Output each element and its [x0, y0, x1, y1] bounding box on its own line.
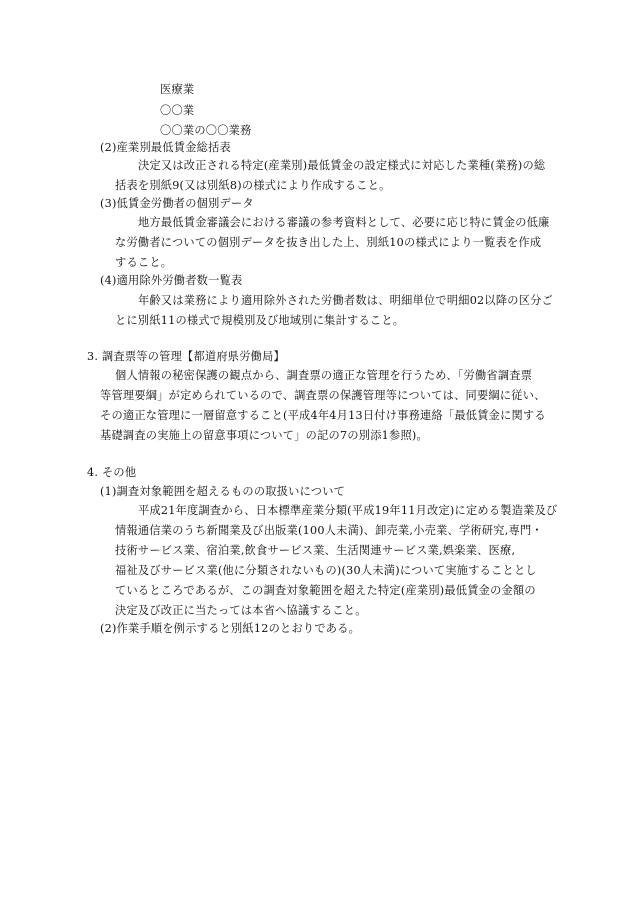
subsection-heading: (4)適用除外労働者数一覧表: [100, 274, 243, 287]
subsection-heading: (3)低賃金労働者の個別データ: [100, 197, 254, 210]
paragraph-line: な労働者についての個別データを抜き出した上、別紙10の様式により一覧表を作成: [115, 236, 542, 249]
paragraph-line: 括表を別紙9(又は別紙8)の様式により作成すること。: [115, 179, 391, 192]
paragraph-line: 情報通信業のうち新聞業及び出版業(100人未満)、卸売業,小売業、学術研究,専門・: [115, 524, 543, 537]
paragraph-line: 決定又は改正される特定(産業別)最低賃金の設定様式に対応した業種(業務)の総: [138, 159, 546, 172]
paragraph-line: すること。: [115, 256, 173, 269]
paragraph-line: 等管理要綱」が定められているので、調査票の保護管理等については、同要綱に従い、: [100, 389, 546, 402]
paragraph-line: その適正な管理に一層留意すること(平成4年4月13日付け事務連絡「最低賃金に関する: [100, 409, 546, 422]
paragraph-line: 個人情報の秘密保護の観点から、調査票の適正な管理を行うため、「労働省調査票: [115, 369, 533, 382]
paragraph-line: 決定及び改正に当たっては本省へ協議すること。: [115, 604, 367, 617]
subsection-heading: (1)調査対象範囲を超えるものの取扱いについて: [100, 485, 346, 498]
paragraph-line: 福祉及びサービス業(他に分類されないもの)(30人未満)について実施することとし: [115, 564, 537, 577]
list-item: 医療業: [160, 83, 195, 96]
list-item: 〇〇業: [160, 104, 195, 117]
section-heading: 4. その他: [87, 466, 137, 479]
subsection-heading: (2)作業手順を例示すると別紙12のとおりである。: [100, 622, 361, 635]
paragraph-line: 年齢又は業務により適用除外された労働者数は、明細単位で明細02以降の区分ご: [138, 294, 554, 307]
paragraph-line: 平成21年度調査から、日本標準産業分類(平成19年11月改定)に定める製造業及び: [138, 504, 558, 517]
paragraph-line: 基礎調査の実施上の留意事項について」の記の7の別添1参照)。: [100, 429, 428, 442]
paragraph-line: 技術サービス業、宿泊業,飲食サービス業、生活関連サービス業,娯楽業、医療,: [115, 544, 516, 557]
paragraph-line: ているところであるが、この調査対象範囲を超えた特定(産業別)最低賃金の金額の: [115, 584, 536, 597]
list-item: 〇〇業の〇〇業務: [160, 124, 252, 137]
paragraph-line: 地方最低賃金審議会における審議の参考資料として、必要に応じ特に賃金の低廉: [138, 216, 550, 229]
section-heading: 3. 調査票等の管理【都道府県労働局】: [87, 350, 285, 363]
subsection-heading: (2)産業別最低賃金総括表: [100, 141, 231, 154]
paragraph-line: とに別紙11の様式で規模別及び地域別に集計すること。: [115, 314, 405, 327]
